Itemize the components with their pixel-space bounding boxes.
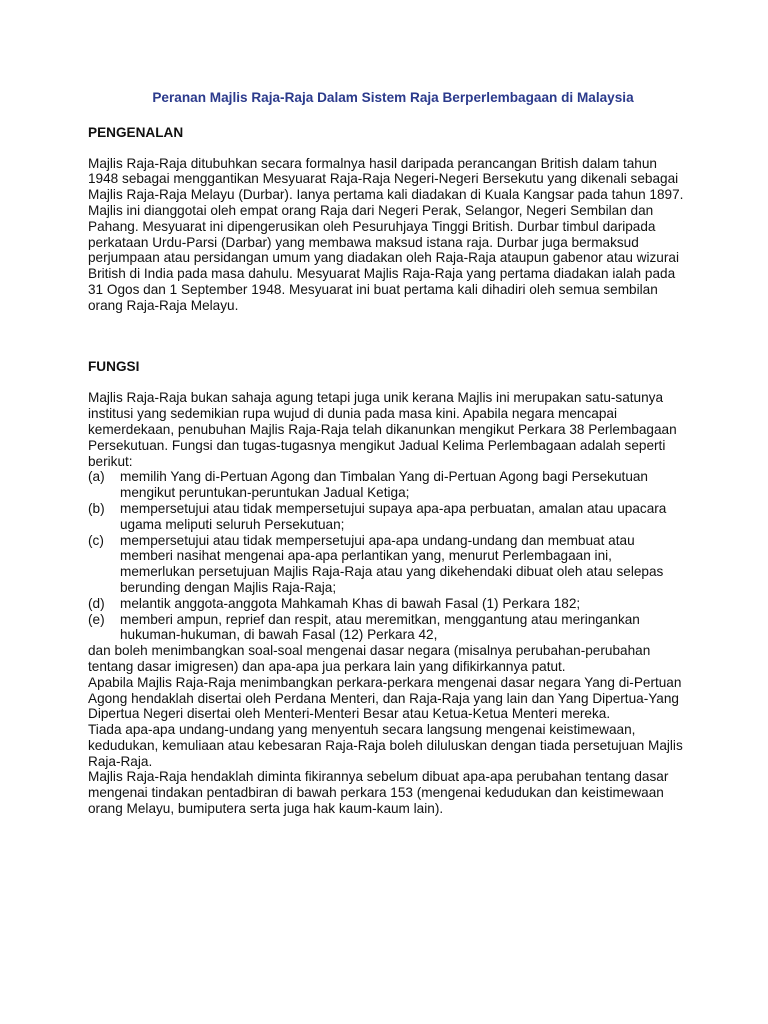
- list-item: [88, 469, 688, 501]
- document-title: Peranan Majlis Raja-Raja Dalam Sistem Raja Berperlembagaan di Malaysia: [152, 90, 634, 105]
- intro-paragraph: Majlis Raja-Raja ditubuhkan secara formalnya hasil daripada perancangan British dalam tahun 1948 sebagai menggantikan Mesyuarat Raja-Raja Negeri-Negeri Bersekutu yang dikenali sebagai Majlis Raja-Raja Melayu (Durbar). Ianya pertama kali diadakan di Kuala Kangsar pada tahun 1897. Majlis ini dianggotai oleh empat orang Raja dari Negeri Perak, Selangor, Negeri Sembilan dan Pahang. Mesyuarat ini dipengerusikan oleh Pesuruhjaya Tinggi British. Durbar timbul daripada perkataan Urdu-Parsi (Darbar) yang membawa maksud istana raja. Durbar juga bermaksud perjumpaan atau persidangan umum yang diadakan oleh Raja-Raja ataupun gabenor atau wizurai British di India pada masa dahulu. Mesyuarat Majlis Raja-Raja yang pertama diadakan ialah pada 31 Ogos dan 1 September 1948. Mesyuarat ini buat pertama kali dihadiri oleh semua sembilan orang Raja-Raja Melayu.: [88, 155, 684, 313]
- list-item-text: memberi ampun, reprief dan respit, atau meremitkan, menggantung atau meringankan hukuman-hukuman, di bawah Fasal (12) Perkara 42,: [120, 611, 640, 643]
- list-item-text: melantik anggota-anggota Mahkamah Khas di bawah Fasal (1) Perkara 182;: [120, 595, 581, 611]
- fungsi-paragraph: Majlis Raja-Raja bukan sahaja agung tetapi juga unik kerana Majlis ini merupakan satu-satunya institusi yang sedemikian rupa wujud di dunia pada masa kini. Apabila negara mencapai kemerdekaan, penubuhan Majlis Raja-Raja telah dikanunkan mengikut Perkara 38 Perlembagaan Persekutuan. Fungsi dan tugas-tugasnya mengikut Jadual Kelima Perlembagaan adalah seperti berikut:: [88, 390, 677, 469]
- function-list: [88, 469, 688, 643]
- after-list-paragraph: Majlis Raja-Raja hendaklah diminta fikirannya sebelum dibuat apa-apa perubahan tentang dasar mengenai tindakan pentadbiran di bawah perkara 153 (mengenai kedudukan dan keistimewaan orang Melayu, bumiputera serta juga hak kaum-kaum lain).: [88, 769, 669, 817]
- list-item-text: mempersetujui atau tidak mempersetujui supaya apa-apa perbuatan, amalan atau upacara ugama meliputi seluruh Persekutuan;: [120, 500, 667, 532]
- list-marker: (b): [88, 500, 105, 516]
- list-item: [88, 596, 688, 612]
- section-heading-fungsi: FUNGSI: [88, 358, 140, 374]
- list-item: [88, 612, 688, 644]
- list-marker: (c): [88, 532, 104, 548]
- after-list-paragraph: dan boleh menimbangkan soal-soal mengenai dasar negara (misalnya perubahan-perubahan tentang dasar imigresen) dan apa-apa jua perkara lain yang difikirkannya patut.: [88, 643, 651, 674]
- list-marker: (a): [88, 469, 105, 485]
- after-list-paragraph: Tiada apa-apa undang-undang yang menyentuh secara langsung mengenai keistimewaan, kedudukan, kemuliaan atau kebesaran Raja-Raja boleh diluluskan dengan tiada persetujuan Majlis Raja-Raja.: [88, 722, 683, 769]
- list-item-text: memilih Yang di-Pertuan Agong dan Timbalan Yang di-Pertuan Agong bagi Persekutuan mengikut peruntukan-peruntukan Jadual Ketiga;: [120, 469, 648, 501]
- list-item: [88, 501, 688, 533]
- list-item-text: mempersetujui atau tidak mempersetujui apa-apa undang-undang dan membuat atau memberi nasihat mengenai apa-apa perlantikan yang, menurut Perlembagaan ini, memerlukan persetujuan Majlis Raja-Raja atau yang dikehendaki dibuat oleh atau selepas berunding dengan Majlis Raja-Raja;: [120, 532, 664, 595]
- document-page: [88, 86, 688, 817]
- section-heading-pengenalan: PENGENALAN: [88, 124, 184, 140]
- list-marker: (d): [88, 595, 105, 611]
- list-item: [88, 533, 688, 596]
- after-list-paragraph: Apabila Majlis Raja-Raja menimbangkan perkara-perkara mengenai dasar negara Yang di-Pertuan Agong hendaklah disertai oleh Perdana Menteri, dan Raja-Raja yang lain dan Yang Dipertua-Yang Dipertua Negeri disertai oleh Menteri-Menteri Besar atau Ketua-Ketua Menteri mereka.: [88, 674, 682, 722]
- list-marker: (e): [88, 611, 105, 627]
